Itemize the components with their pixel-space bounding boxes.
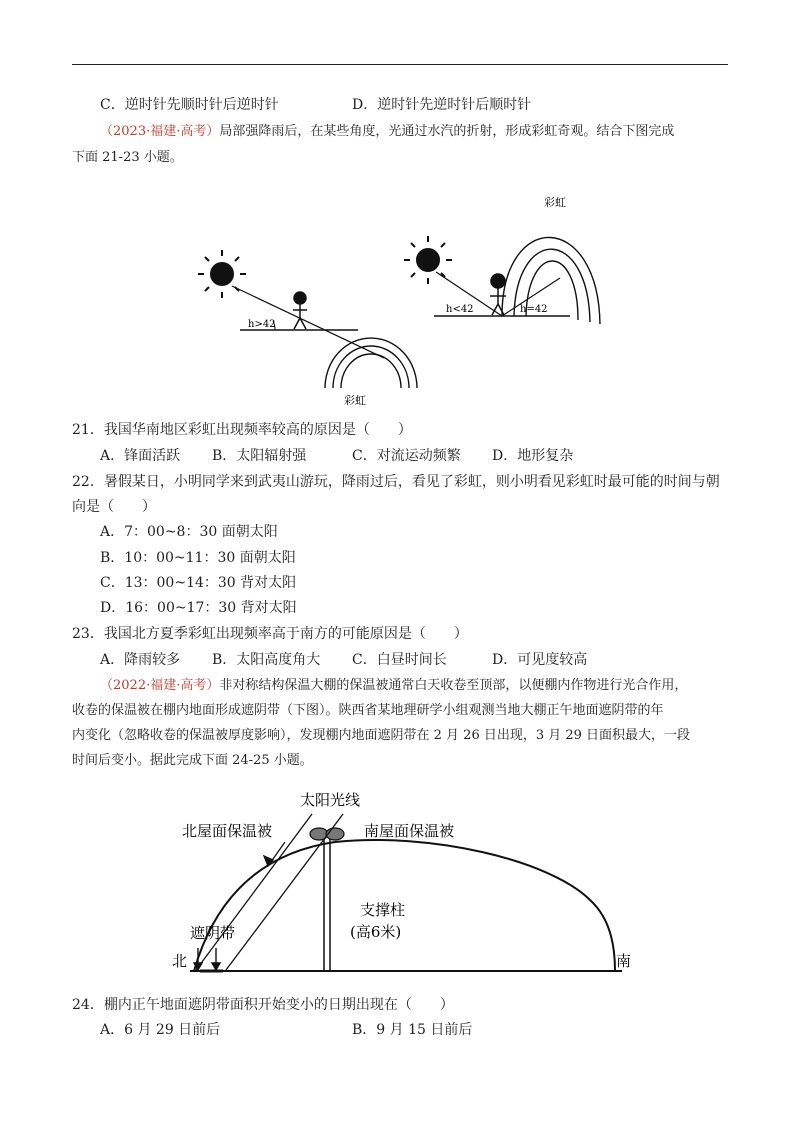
header-rule xyxy=(72,64,728,65)
rainbow-figure xyxy=(190,190,620,410)
source-tag-2022: （2022·福建·高考） xyxy=(100,678,220,693)
angle-label-right-low: h<42 xyxy=(446,304,474,315)
q21-option-a: A．锋面活跃 xyxy=(100,448,181,464)
q24-option-b: B．9 月 15 日前后 xyxy=(352,1022,473,1038)
north-cover-label: 北屋面保温被 xyxy=(182,822,273,840)
intro-2022-line4: 时间后变小。据此完成下面 24-25 小题。 xyxy=(72,753,313,768)
option-d-prev: D．逆时针先逆时针后顺时针 xyxy=(352,97,532,113)
shade-band-arrows xyxy=(194,948,220,970)
q22-option-d: D．16：00~17：30 背对太阳 xyxy=(100,600,297,616)
option-c-prev: C．逆时针先顺时针后逆时针 xyxy=(100,97,279,113)
source-tag-2023: （2023·福建·高考） xyxy=(100,124,220,139)
q23-option-b: B．太阳高度角大 xyxy=(212,652,321,668)
support-pillar xyxy=(324,838,330,971)
angle-label-left: h>42 xyxy=(248,319,276,330)
q22-option-b: B．10：00~11：30 面朝太阳 xyxy=(100,550,296,566)
q22-stem-line2: 向是（ ） xyxy=(72,499,156,515)
intro-2023-line2: 下面 21-23 小题。 xyxy=(72,150,183,165)
sun-icon-right xyxy=(404,236,452,284)
intro-2022-line3: 内变化（忽略收卷的保温被厚度影响），发现棚内地面遮阴带在 2 月 26 日出现，3 月 29 日面积最大，一段 xyxy=(72,728,691,743)
q23-stem: 23．我国北方夏季彩虹出现频率高于南方的可能原因是（ ） xyxy=(72,626,468,642)
pillar-label-line2: (高6米) xyxy=(350,923,402,941)
intro-2022 xyxy=(100,676,687,696)
intro-2023-line1: 局部强降雨后，在某些角度，光通过水汽的折射，形成彩虹奇观。结合下图完成 xyxy=(219,124,675,139)
rainbow-label-right: 彩虹 xyxy=(544,196,566,209)
q21-stem: 21．我国华南地区彩虹出现频率较高的原因是（ ） xyxy=(72,422,412,438)
north-label: 北 xyxy=(172,952,188,970)
pillar-label-line1: 支撑柱 xyxy=(360,901,406,919)
q21-option-d: D．地形复杂 xyxy=(492,448,574,464)
sun-icon-left xyxy=(198,250,246,298)
intro-2023 xyxy=(100,122,674,142)
south-cover-label: 南屋面保温被 xyxy=(364,822,455,840)
q24-option-a: A．6 月 29 日前后 xyxy=(100,1022,221,1038)
q21-option-b: B．太阳辐射强 xyxy=(212,448,307,464)
sunlight-label: 太阳光线 xyxy=(300,791,361,809)
person-icon-left xyxy=(293,292,307,329)
q21-option-c: C．对流运动频繁 xyxy=(352,448,461,464)
q23-option-c: C．白昼时间长 xyxy=(352,652,447,668)
intro-2022-line1: 非对称结构保温大棚的保温被通常白天收卷至顶部，以便棚内作物进行光合作用， xyxy=(219,678,688,693)
rainbow-label-left: 彩虹 xyxy=(344,394,366,407)
south-label: 南 xyxy=(616,952,632,970)
shade-band-label: 遮阴带 xyxy=(190,924,236,942)
q23-option-d: D．可见度较高 xyxy=(492,652,588,668)
greenhouse-figure xyxy=(160,780,640,980)
rainbow-right xyxy=(502,237,600,324)
q24-stem: 24．棚内正午地面遮阴带面积开始变小的日期出现在（ ） xyxy=(72,997,454,1013)
intro-2022-line2: 收卷的保温被在棚内地面形成遮阴带（下图）。陕西省某地理研学小组观测当地大棚正午地面遮阴带的年 xyxy=(72,703,664,718)
q22-stem-line1: 22．暑假某日，小明同学来到武夷山游玩，降雨过后，看见了彩虹，则小明看见彩虹时最可能的时间与朝 xyxy=(72,474,720,490)
rainbow-left xyxy=(325,338,417,388)
q22-option-a: A．7：00~8：30 面朝太阳 xyxy=(100,524,278,540)
q22-option-c: C．13：00~14：30 背对太阳 xyxy=(100,575,297,591)
angle-label-right-eq: h=42 xyxy=(520,304,548,315)
q23-option-a: A．降雨较多 xyxy=(100,652,181,668)
